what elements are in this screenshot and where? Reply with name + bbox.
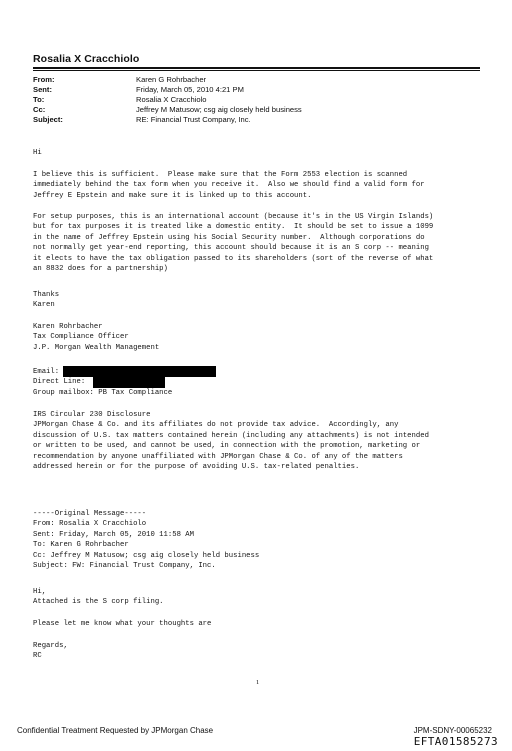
disclosure-line: recommendation by anyone unaffiliated with JPMorgan Chase & Co. of any of the matters <box>33 452 403 461</box>
group-mailbox: Group mailbox: PB Tax Compliance <box>33 388 173 397</box>
original-message-separator: -----Original Message----- <box>33 510 147 518</box>
disclosure-title: IRS Circular 230 Disclosure <box>33 411 151 419</box>
header-rule <box>33 67 480 69</box>
disclosure-line: or written to be used, and cannot be used, in connection with the promotion, marketing or <box>33 442 421 451</box>
paragraph-2-line: not normally get year-end reporting, this account should because it is an S corp -- meaning <box>33 244 429 253</box>
paragraph-2-line: it elects to have the tax obligation passed to its shareholders (sort of the reverse of what <box>33 254 434 263</box>
original-body-line: Please let me know what your thoughts are <box>33 620 212 628</box>
bates-number: JPM-SDNY-00065232 <box>413 726 492 735</box>
disclosure-line: discussion of U.S. tax matters contained herein (including any attachments) is not intended <box>33 431 429 440</box>
sent-value: Friday, March 05, 2010 4:21 PM <box>136 85 244 94</box>
paragraph-2-line: an 8832 does for a partnership) <box>33 265 168 273</box>
sent-label: Sent: <box>33 85 52 94</box>
paragraph-1-line: I believe this is sufficient. Please make sure that the Form 2553 election is scanned <box>33 171 408 179</box>
original-subject: Subject: FW: Financial Trust Company, Inc. <box>33 562 216 570</box>
paragraph-1-line: Jeffrey E Epstein and make sure it is linked up to this account. <box>33 191 312 200</box>
cc-value: Jeffrey M Matusow; csg aig closely held business <box>136 105 302 114</box>
subject-label: Subject: <box>33 115 63 124</box>
original-from: From: Rosalia X Cracchiolo <box>33 520 147 529</box>
paragraph-2-line: in the name of Jeffrey Epstein using his Social Security number. Although corporations do <box>33 233 425 242</box>
mailbox-owner-name: Rosalia X Cracchiolo <box>33 53 140 65</box>
from-label: From: <box>33 75 55 84</box>
original-cc: Cc: Jeffrey M Matusow; csg aig closely held business <box>33 551 260 560</box>
closing-thanks: Thanks <box>33 291 60 299</box>
greeting: Hi <box>33 149 42 157</box>
paragraph-2-line: but for tax purposes it is treated like a domestic entity. It should be set to issue a 1099 <box>33 223 434 232</box>
paragraph-2-line: For setup purposes, this is an international account (because it's in the US Virgin Islands) <box>33 213 434 221</box>
signature-name: Karen Rohrbacher <box>33 323 103 331</box>
disclosure-line: JPMorgan Chase & Co. and its affiliates do not provide tax advice. Accordingly, any <box>33 421 399 430</box>
original-greeting: Hi, <box>33 588 47 596</box>
signature-company: J.P. Morgan Wealth Management <box>33 343 160 352</box>
subject-value: RE: Financial Trust Company, Inc. <box>136 115 251 124</box>
from-value: Karen G Rohrbacher <box>136 75 207 84</box>
confidential-footer: Confidential Treatment Requested by JPMorgan Chase <box>17 726 214 735</box>
efta-stamp: EFTA01585273 <box>413 735 498 748</box>
to-label: To: <box>33 95 45 104</box>
closing-name: Karen <box>33 301 55 310</box>
direct-line-label: Direct Line: <box>33 378 86 387</box>
header-rule-thin <box>33 70 480 71</box>
page-number: 1 <box>256 679 260 686</box>
paragraph-1-line: immediately behind the tax form when you receive it. Also we should find a valid form for <box>33 181 425 190</box>
original-to: To: Karen G Rohrbacher <box>33 541 129 550</box>
to-value: Rosalia X Cracchiolo <box>136 95 207 104</box>
original-body-line: Attached is the S corp filing. <box>33 598 164 607</box>
disclosure-line: addressed herein or for the purpose of avoiding U.S. tax-related penalties. <box>33 463 360 471</box>
redaction-direct-line <box>93 377 165 388</box>
redaction-email <box>63 366 216 377</box>
signature-title: Tax Compliance Officer <box>33 333 129 342</box>
cc-label: Cc: <box>33 105 46 114</box>
original-initials: RC <box>33 652 42 661</box>
original-sent: Sent: Friday, March 05, 2010 11:58 AM <box>33 530 194 539</box>
email-label: Email: <box>33 368 60 376</box>
original-regards: Regards, <box>33 642 68 650</box>
